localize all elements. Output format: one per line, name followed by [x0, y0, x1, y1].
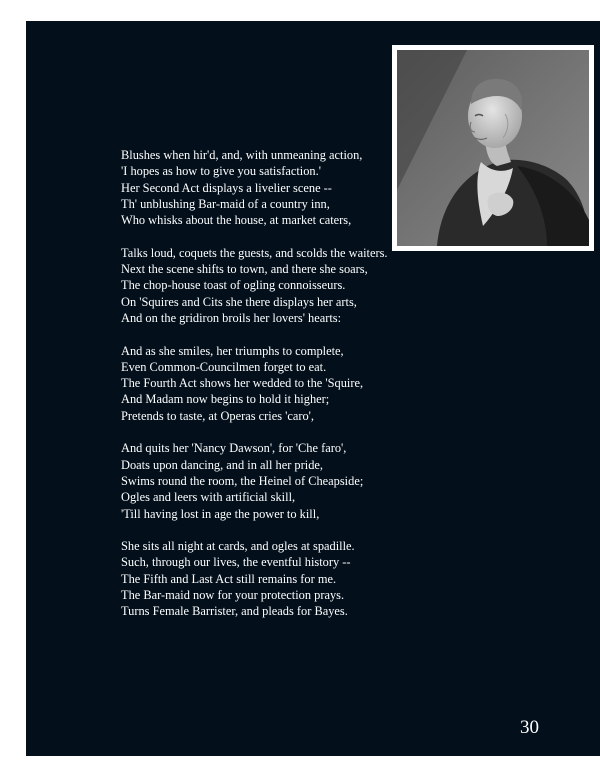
- poem-line: The Fifth and Last Act still remains for me.: [121, 571, 337, 586]
- page-number: 30: [520, 717, 539, 738]
- poem-line: The chop-house toast of ogling connoisseurs.: [121, 278, 346, 293]
- poem-line: Next the scene shifts to town, and there she soars,: [121, 262, 368, 277]
- poem-line: Pretends to taste, at Operas cries 'caro',: [121, 408, 315, 423]
- poem-line: The Bar-maid now for your protection prays.: [121, 588, 345, 603]
- poem-line: Her Second Act displays a livelier scene --: [121, 180, 332, 195]
- poem-line: Who whisks about the house, at market caters,: [121, 213, 352, 228]
- portrait-engraving: [397, 50, 589, 246]
- stanza-3: [121, 343, 581, 424]
- poem-line: On 'Squires and Cits she there displays her arts,: [121, 294, 357, 309]
- poem-line: She sits all night at cards, and ogles at spadille.: [121, 539, 355, 554]
- poem-line: Talks loud, coquets the guests, and scolds the waiters.: [121, 245, 388, 260]
- poem-line: And on the gridiron broils her lovers' hearts:: [121, 310, 342, 325]
- poem-line: The Fourth Act shows her wedded to the 'Squire,: [121, 376, 364, 391]
- poem-line: Turns Female Barrister, and pleads for Bayes.: [121, 604, 348, 619]
- poem-line: Blushes when hir'd, and, with unmeaning action,: [121, 148, 363, 162]
- poem-line: And quits her 'Nancy Dawson', for 'Che faro',: [121, 441, 347, 456]
- poem-line: Th' unblushing Bar-maid of a country inn,: [121, 196, 330, 211]
- poem-line: Swims round the room, the Heinel of Cheapside;: [121, 473, 364, 488]
- portrait-frame: [392, 45, 594, 251]
- poem-line: And as she smiles, her triumphs to complete,: [121, 343, 344, 358]
- book-page: [26, 21, 600, 756]
- poem-line: 'Till having lost in age the power to kill,: [121, 506, 320, 521]
- poem-line: Doats upon dancing, and in all her pride,: [121, 457, 323, 472]
- poem-line: Ogles and leers with artificial skill,: [121, 490, 296, 505]
- poem-line: 'I hopes as how to give you satisfaction.': [121, 164, 321, 179]
- poem-line: Such, through our lives, the eventful history --: [121, 555, 351, 570]
- stanza-4: [121, 440, 581, 521]
- stanza-2: [121, 245, 581, 326]
- poem-line: Even Common-Councilmen forget to eat.: [121, 359, 327, 374]
- poem-line: And Madam now begins to hold it higher;: [121, 392, 330, 407]
- stanza-5: [121, 538, 581, 619]
